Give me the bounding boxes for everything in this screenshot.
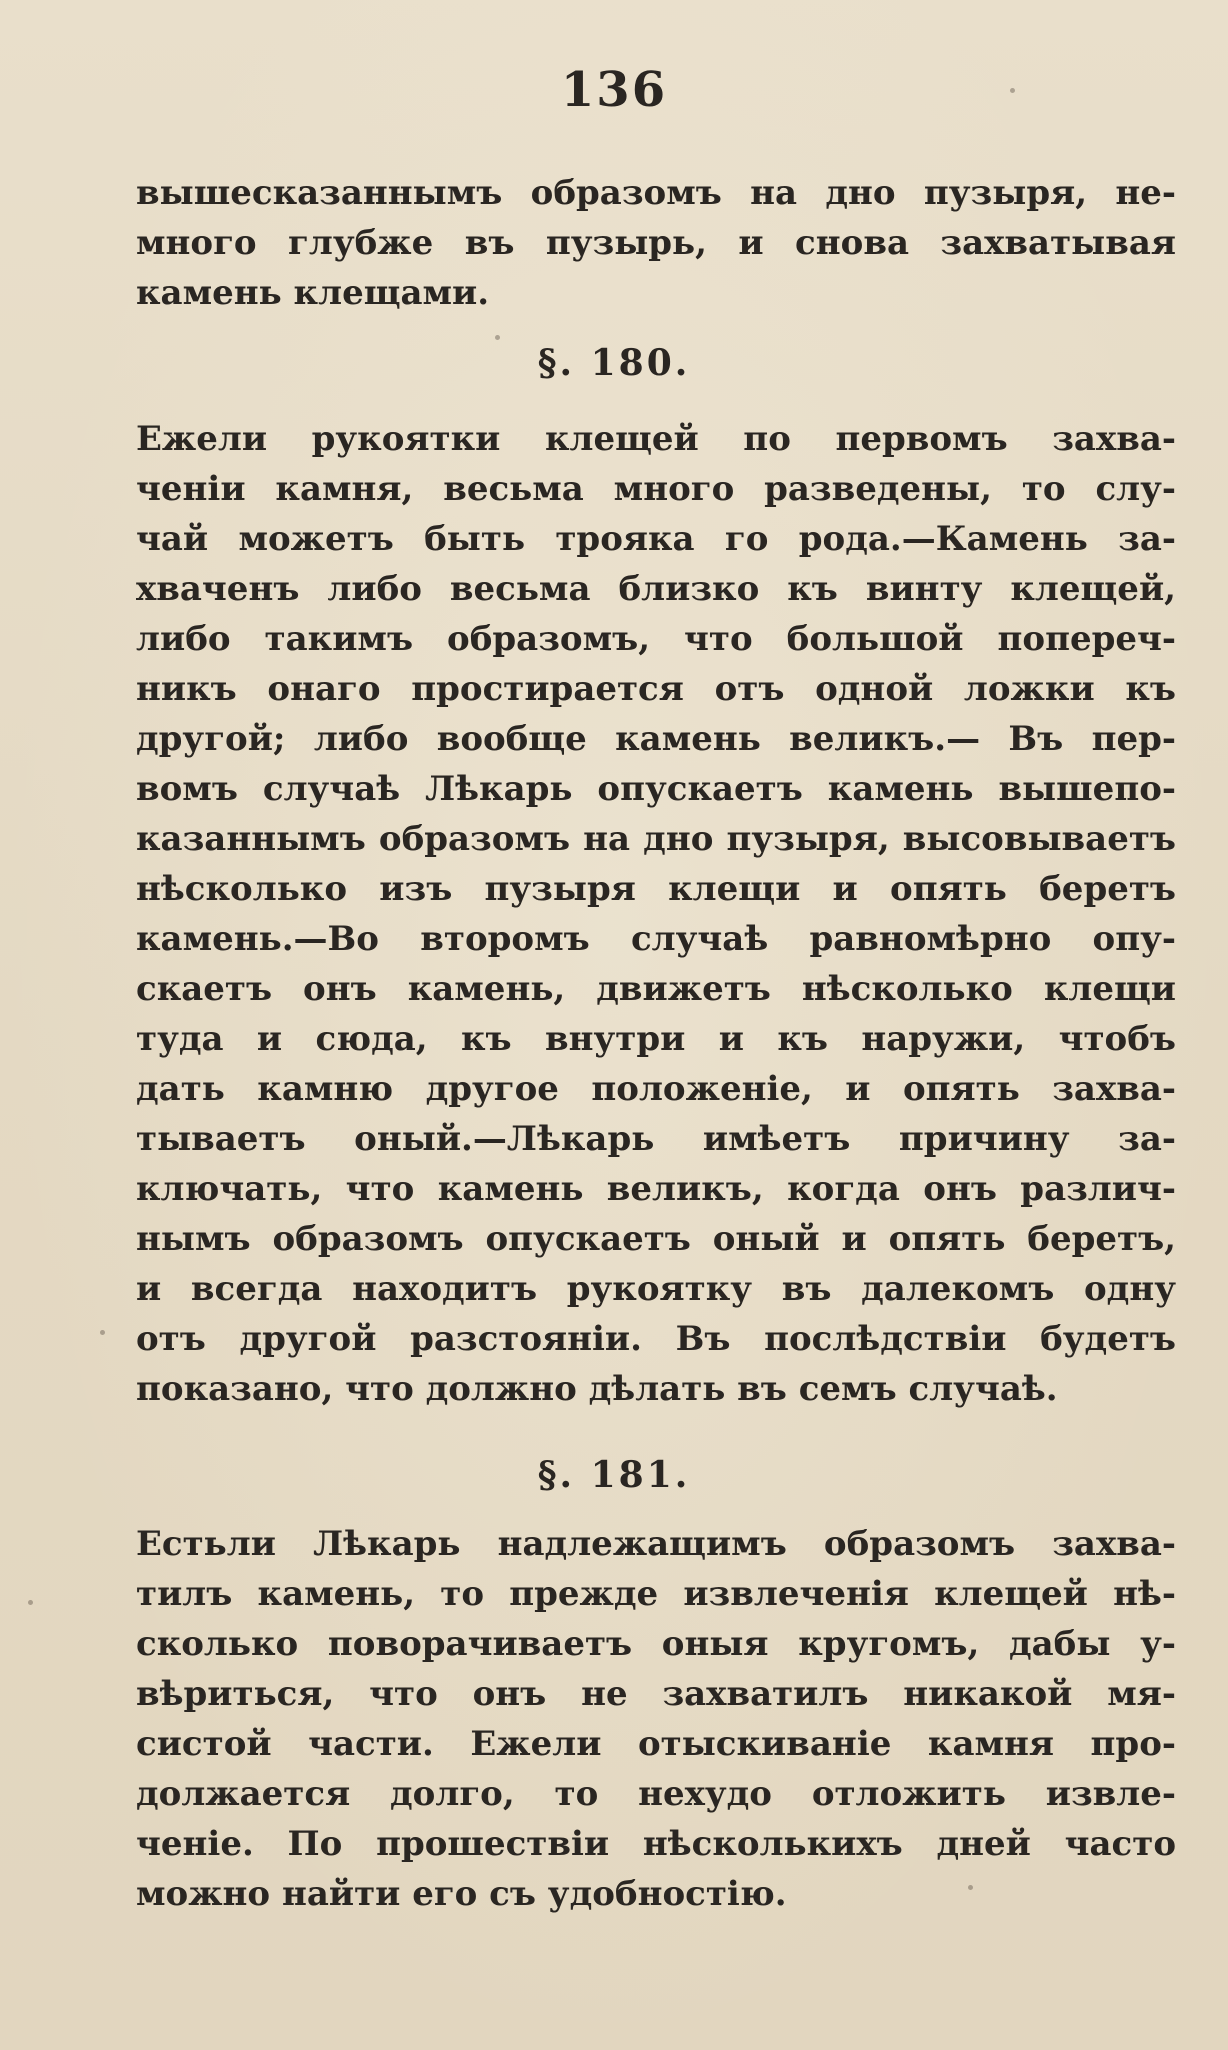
text-line: казаннымъ образомъ на дно пузыря, высовываетъ: [136, 819, 1176, 859]
text-line: скаетъ онъ камень, движетъ нѣсколько клещи: [136, 969, 1176, 1009]
text-line: туда и сюда, къ внутри и къ наружи, чтобъ: [136, 1019, 1176, 1059]
text-line: тилъ камень, то прежде извлеченія клещей нѣ-: [136, 1574, 1176, 1614]
text-line: много глубже въ пузырь, и снова захватывая: [136, 223, 1176, 263]
text-line: никъ онаго простирается отъ одной ложки къ: [136, 669, 1176, 709]
text-line: вомъ случаѣ Лѣкарь опускаетъ камень вышепо-: [136, 769, 1176, 809]
text-line: должается долго, то нехудо отложить извле-: [136, 1774, 1176, 1814]
section-180-paragraph: [136, 414, 1176, 1414]
text-line: нѣсколько изъ пузыря клещи и опять беретъ: [136, 869, 1176, 909]
page-number: 136: [560, 62, 668, 118]
text-line: ченіи камня, весьма много разведены, то слу-: [136, 469, 1176, 509]
text-line: ченіе. По прошествіи нѣсколькихъ дней часто: [136, 1824, 1176, 1864]
text-line: другой; либо вообще камень великъ.— Въ пер-: [136, 719, 1176, 759]
text-line: отъ другой разстояніи. Въ послѣдствіи будетъ: [136, 1319, 1176, 1359]
text-line: тываетъ оный.—Лѣкарь имѣетъ причину за-: [136, 1119, 1176, 1159]
text-line: показано, что должно дѣлать въ семъ случаѣ.: [136, 1369, 1058, 1409]
text-line: либо такимъ образомъ, что большой попереч-: [136, 619, 1176, 659]
text-line: вѣриться, что онъ не захватилъ никакой мя-: [136, 1674, 1176, 1714]
paper-speck: [495, 335, 500, 340]
paper-speck: [100, 1330, 105, 1335]
text-line: ключать, что камень великъ, когда онъ различ-: [136, 1169, 1176, 1209]
section-heading-181: §. 181.: [537, 1454, 691, 1496]
text-line: и всегда находитъ рукоятку въ далекомъ одну: [136, 1269, 1176, 1309]
text-line: камень.—Во второмъ случаѣ равномѣрно опу-: [136, 919, 1176, 959]
paper-speck: [1010, 88, 1015, 93]
text-line: нымъ образомъ опускаетъ оный и опять беретъ,: [136, 1219, 1176, 1259]
text-line: дать камню другое положеніе, и опять захва-: [136, 1069, 1176, 1109]
continuation-paragraph: [136, 168, 1176, 318]
text-line: сколько поворачиваетъ оныя кругомъ, дабы у-: [136, 1624, 1176, 1664]
text-line: камень клещами.: [136, 273, 490, 313]
text-line: хваченъ либо весьма близко къ винту клещей,: [136, 569, 1176, 609]
text-line: вышесказаннымъ образомъ на дно пузыря, не-: [136, 173, 1176, 213]
section-heading-180: §. 180.: [537, 342, 691, 384]
text-line: Естьли Лѣкарь надлежащимъ образомъ захва-: [136, 1524, 1176, 1564]
section-181-paragraph: [136, 1519, 1176, 1919]
text-line: систой части. Ежели отыскиваніе камня про-: [136, 1724, 1176, 1764]
paper-speck: [28, 1600, 33, 1605]
paper-speck: [968, 1885, 973, 1890]
text-line: можно найти его съ удобностію.: [136, 1874, 787, 1914]
text-line: чай можетъ быть трояка го рода.—Камень за-: [136, 519, 1176, 559]
text-line: Ежели рукоятки клещей по первомъ захва-: [136, 419, 1176, 459]
